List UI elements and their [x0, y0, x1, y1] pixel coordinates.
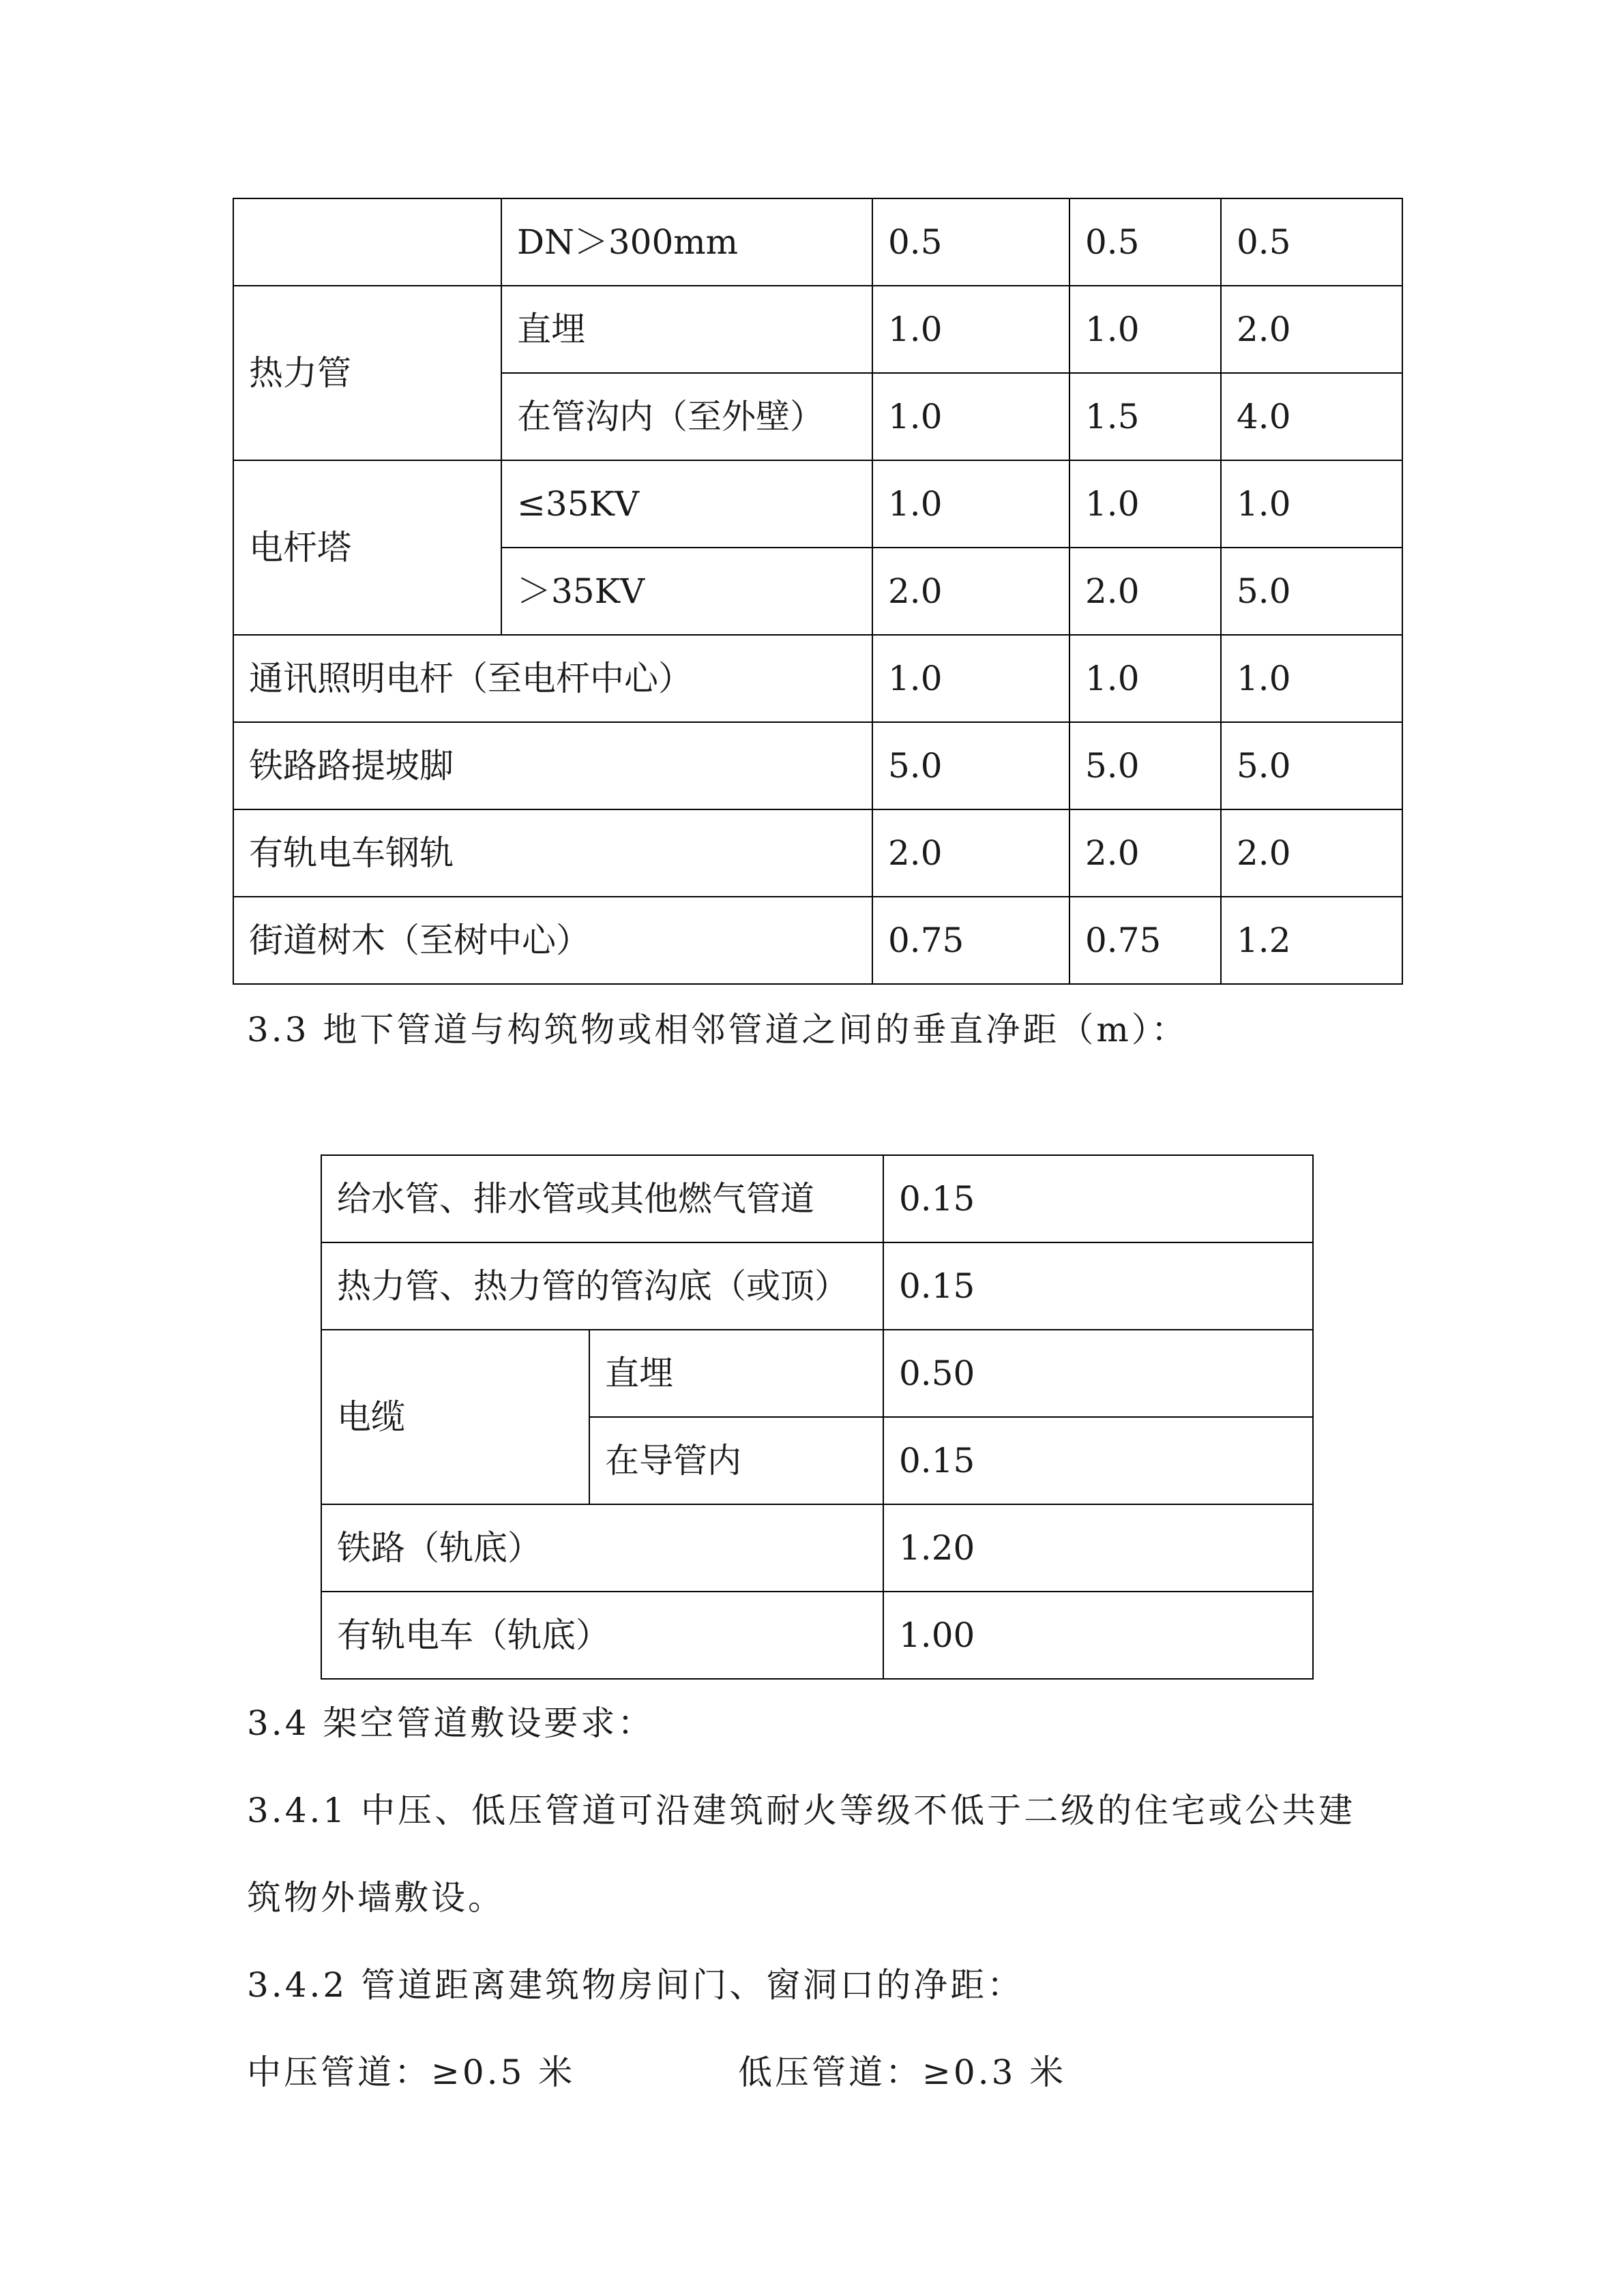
table-cell: 1.2 [1221, 897, 1402, 984]
medium-pressure-clearance: 中压管道：≥0.5 米 [247, 2053, 576, 2092]
table-row [233, 286, 1402, 373]
table-cell: 给水管、排水管或其他燃气管道 [321, 1155, 883, 1242]
table-cell: 1.0 [872, 286, 1069, 373]
table-cell: 1.0 [872, 373, 1069, 460]
table-cell: 0.15 [883, 1155, 1313, 1242]
table-cell: 2.0 [1221, 286, 1402, 373]
table-row [233, 635, 1402, 722]
table-cell: ≤35KV [501, 460, 872, 548]
table-cell: 1.0 [1069, 286, 1221, 373]
table-cell: 0.5 [1069, 198, 1221, 286]
table-cell: 电杆塔 [233, 460, 501, 635]
table-cell: 电缆 [321, 1330, 589, 1504]
table-cell: 2.0 [1221, 809, 1402, 897]
table-cell: 2.0 [872, 548, 1069, 635]
table-cell: 5.0 [872, 722, 1069, 809]
table-cell: 在管沟内（至外壁） [501, 373, 872, 460]
table-cell: 2.0 [1069, 548, 1221, 635]
table-cell: 街道树木（至树中心） [233, 897, 872, 984]
paragraph-3-4-1-line1: 3.4.1 中压、低压管道可沿建筑耐火等级不低于二级的住宅或公共建 [247, 1791, 1356, 1830]
table-cell: 1.0 [872, 635, 1069, 722]
table-cell: 0.5 [872, 198, 1069, 286]
table-cell: 0.5 [1221, 198, 1402, 286]
table-cell: ＞35KV [501, 548, 872, 635]
vertical-clearance-table [321, 1154, 1314, 1680]
paragraph-3-4-2: 3.4.2 管道距离建筑物房间门、窗洞口的净距： [247, 1965, 1024, 2005]
table-cell: 4.0 [1221, 373, 1402, 460]
section-3-4-heading: 3.4 架空管道敷设要求： [247, 1703, 655, 1743]
table-cell: 2.0 [872, 809, 1069, 897]
paragraph-3-4-1-line2: 筑物外墙敷设。 [247, 1878, 505, 1918]
table-row [233, 722, 1402, 809]
table-row [321, 1504, 1313, 1592]
table-cell: 有轨电车钢轨 [233, 809, 872, 897]
table-cell [233, 198, 501, 286]
table-cell: 铁路路提坡脚 [233, 722, 872, 809]
table-row [321, 1242, 1313, 1330]
table-cell: 0.15 [883, 1242, 1313, 1330]
table-cell: 1.0 [872, 460, 1069, 548]
horizontal-clearance-table [233, 198, 1403, 985]
table-cell: 0.75 [1069, 897, 1221, 984]
table-cell: 1.5 [1069, 373, 1221, 460]
table-cell: 热力管、热力管的管沟底（或顶） [321, 1242, 883, 1330]
table-row [321, 1592, 1313, 1679]
table-cell: 0.50 [883, 1330, 1313, 1417]
table-cell: 铁路（轨底） [321, 1504, 883, 1592]
table-row [233, 897, 1402, 984]
table-cell: 热力管 [233, 286, 501, 460]
section-3-3-heading: 3.3 地下管道与构筑物或相邻管道之间的垂直净距（m）： [247, 1010, 1188, 1049]
table-row [233, 809, 1402, 897]
table-cell: 0.75 [872, 897, 1069, 984]
table-cell: 5.0 [1221, 548, 1402, 635]
table-row [321, 1330, 1313, 1417]
table-row [321, 1155, 1313, 1242]
table-cell: 1.0 [1069, 635, 1221, 722]
table-cell: 1.00 [883, 1592, 1313, 1679]
table-cell: 1.0 [1069, 460, 1221, 548]
table-cell: 在导管内 [589, 1417, 883, 1504]
table-row [233, 198, 1402, 286]
table-cell: 1.0 [1221, 635, 1402, 722]
table-cell: 有轨电车（轨底） [321, 1592, 883, 1679]
table-cell: 5.0 [1069, 722, 1221, 809]
table-cell: 直埋 [589, 1330, 883, 1417]
table-cell: 直埋 [501, 286, 872, 373]
table-cell: DN＞300mm [501, 198, 872, 286]
table-row [233, 460, 1402, 548]
table-cell: 1.20 [883, 1504, 1313, 1592]
table-cell: 2.0 [1069, 809, 1221, 897]
table-cell: 通讯照明电杆（至电杆中心） [233, 635, 872, 722]
low-pressure-clearance: 低压管道：≥0.3 米 [738, 2053, 1067, 2092]
table-cell: 0.15 [883, 1417, 1313, 1504]
table-cell: 5.0 [1221, 722, 1402, 809]
table-cell: 1.0 [1221, 460, 1402, 548]
